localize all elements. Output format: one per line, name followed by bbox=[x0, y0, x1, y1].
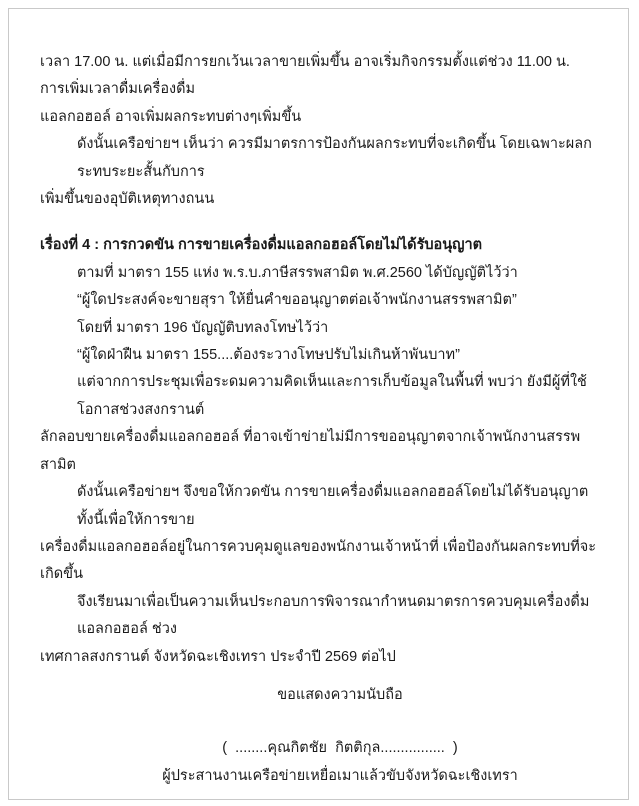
document-line: เพิ่มขึ้นของอุบัติเหตุทางถนน bbox=[40, 191, 215, 208]
document-line: จึงเรียนมาเพื่อเป็นความเห็นประกอบการพิจารณากำหนดมาตรการควบคุมเครื่องดื่มแอลกอฮอล์ ช่วง bbox=[77, 593, 590, 638]
closing-block bbox=[40, 682, 598, 790]
signer-title: ผู้ประสานงานเครือข่ายเหยื่อเมาแล้วขับจังหวัดฉะเชิงเทรา bbox=[162, 767, 518, 784]
document-content bbox=[9, 9, 628, 790]
closing-salutation: ขอแสดงความนับถือ bbox=[277, 686, 403, 703]
signature-line: ( ........คุณกิตชัย กิตติกุล................ ) bbox=[222, 740, 458, 757]
document-line: ดังนั้นเครือข่ายฯ จึงขอให้กวดขัน การขายเครื่องดื่มแอลกอฮอล์โดยไม่ได้รับอนุญาต ทั้งนี้เพื่อให้การขาย bbox=[77, 484, 589, 528]
document-line: “ผู้ใดฝ่าฝืน มาตรา 155....ต้องระวางโทษปรับไม่เกินห้าพันบาท” bbox=[77, 347, 460, 364]
document-line: แอลกอฮอล์ อาจเพิ่มผลกระทบต่างๆเพิ่มขึ้น bbox=[40, 108, 302, 125]
document-body bbox=[40, 49, 598, 671]
document-page bbox=[8, 8, 629, 800]
document-line: ลักลอบขายเครื่องดื่มแอลกอฮอล์ ที่อาจเข้าข่ายไม่มีการขออนุญาตจากเจ้าพนักงานสรรพสามิต bbox=[40, 429, 581, 473]
document-line: เครื่องดื่มแอลกอฮอล์อยู่ในการควบคุมดูแลของพนักงานเจ้าหน้าที่ เพื่อป้องกันผลกระทบที่จะเกิดขึ้น bbox=[40, 538, 597, 583]
document-line: เวลา 17.00 น. แต่เมื่อมีการยกเว้นเวลาขายเพิ่มขึ้น อาจเริ่มกิจกรรมตั้งแต่ช่วง 11.00 น. การเพิ่มเวลาดื่มเครื่องดื่ม bbox=[40, 54, 570, 98]
document-line: เทศกาลสงกรานต์ จังหวัดฉะเชิงเทรา ประจำปี 2569 ต่อไป bbox=[40, 648, 396, 665]
document-line: ดังนั้นเครือข่ายฯ เห็นว่า ควรมีมาตรการป้องกันผลกระทบที่จะเกิดขึ้น โดยเฉพาะผลกระทบระยะสั้นกับการ bbox=[77, 136, 592, 180]
document-line: เรื่องที่ 4 : การกวดขัน การขายเครื่องดื่มแอลกอฮอล์โดยไม่ได้รับอนุญาต bbox=[40, 237, 483, 254]
document-line: “ผู้ใดประสงค์จะขายสุรา ให้ยื่นคำขออนุญาตต่อเจ้าพนักงานสรรพสามิต” bbox=[77, 292, 517, 309]
document-line: แต่จากการประชุมเพื่อระดมความคิดเห็นและการเก็บข้อมูลในพื้นที่ พบว่า ยังมีผู้ที่ใช้โอกาสช่วงสงกรานต์ bbox=[77, 374, 587, 418]
document-line: ตามที่ มาตรา 155 แห่ง พ.ร.บ.ภาษีสรรพสามิต พ.ศ.2560 ได้บัญญัติไว้ว่า bbox=[77, 264, 518, 281]
document-line: โดยที่ มาตรา 196 บัญญัติบทลงโทษไว้ว่า bbox=[77, 319, 329, 336]
